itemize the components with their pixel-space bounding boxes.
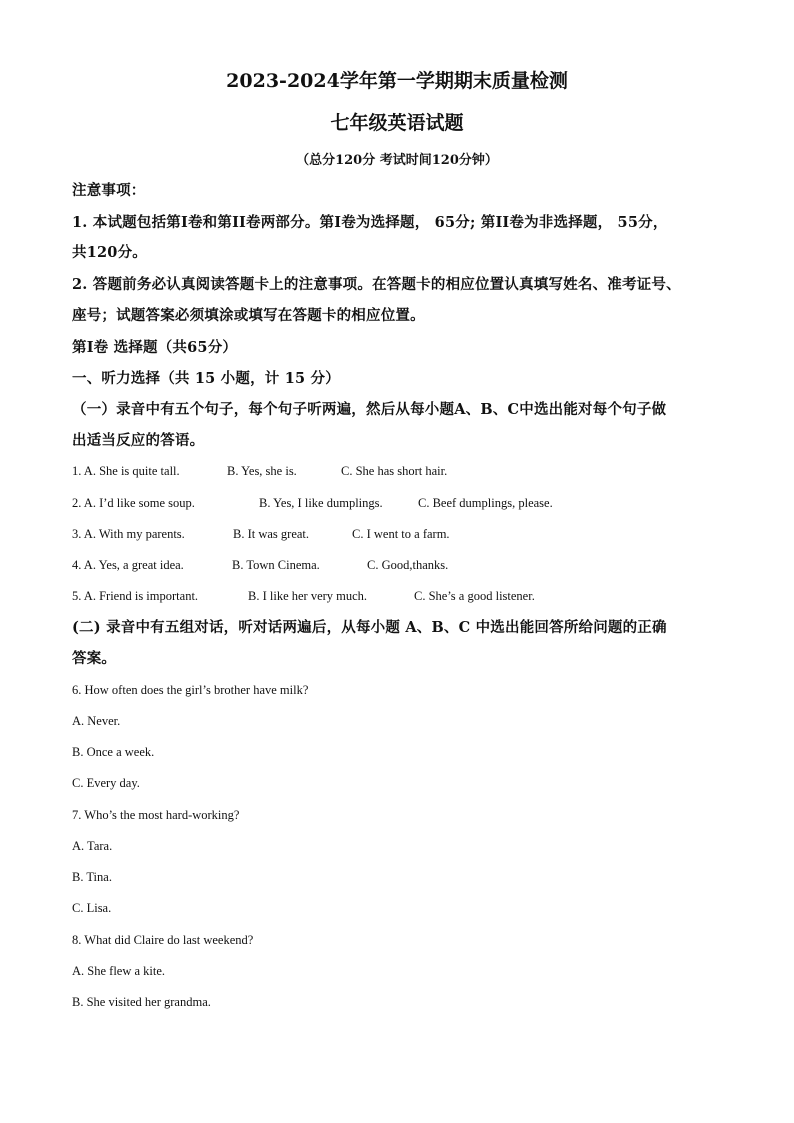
q7-option-c: C. Lisa. bbox=[72, 901, 112, 915]
notice-item1-line2: 共120分。 bbox=[72, 244, 147, 261]
part1-title: 一、听力选择（共 15 小题，计 15 分） bbox=[72, 370, 340, 387]
question-5 bbox=[72, 588, 727, 604]
notice-heading: 注意事项： bbox=[72, 182, 146, 199]
question-2 bbox=[72, 495, 727, 511]
q8-option-a: A. She flew a kite. bbox=[72, 964, 166, 978]
exam-note: （总分120分 考试时间120分钟） bbox=[296, 153, 498, 168]
question-4 bbox=[72, 557, 727, 573]
exam-subtitle: 七年级英语试题 bbox=[330, 112, 464, 134]
part2-instr-line2: 答案。 bbox=[72, 650, 117, 667]
part1-instr-line2: 出适当反应的答语。 bbox=[72, 432, 205, 449]
q6-stem: 6. How often does the girl’s brother have milk? bbox=[72, 683, 309, 697]
q4-option-b: B. Town Cinema. bbox=[232, 558, 320, 572]
q6-option-b: B. Once a week. bbox=[72, 745, 155, 759]
q3-option-b: B. It was great. bbox=[233, 527, 310, 541]
q6-option-c: C. Every day. bbox=[72, 776, 140, 790]
q3-option-a: 3. A. With my parents. bbox=[72, 527, 185, 541]
exam-title: 2023-2024学年第一学期期末质量检测 bbox=[226, 70, 568, 92]
q7-stem: 7. Who’s the most hard-working? bbox=[72, 808, 240, 822]
q5-option-b: B. I like her very much. bbox=[248, 589, 368, 603]
q6-option-a: A. Never. bbox=[72, 714, 121, 728]
q2-option-b: B. Yes, I like dumplings. bbox=[259, 496, 383, 510]
q1-option-c: C. She has short hair. bbox=[341, 464, 448, 478]
q4-option-a: 4. A. Yes, a great idea. bbox=[72, 558, 184, 572]
q1-option-b: B. Yes, she is. bbox=[227, 464, 297, 478]
section1-title: 第I卷 选择题（共65分） bbox=[72, 339, 238, 356]
part2-instr-line1: (二) 录音中有五组对话，听对话两遍后，从每小题 A、B、C 中选出能回答所给问题的正确 bbox=[72, 619, 667, 636]
q7-option-b: B. Tina. bbox=[72, 870, 112, 884]
q2-option-a: 2. A. I’d like some soup. bbox=[72, 496, 195, 510]
q1-option-a: 1. A. She is quite tall. bbox=[72, 464, 180, 478]
q5-option-c: C. She’s a good listener. bbox=[414, 589, 535, 603]
notice-item1-line1: 1. 本试题包括第I卷和第II卷两部分。第I卷为选择题， 65分; 第II卷为非选择题， 55分， bbox=[72, 214, 668, 231]
notice-item2-line1: 2. 答题前务必认真阅读答题卡上的注意事项。在答题卡的相应位置认真填写姓名、准考证号、 bbox=[72, 276, 681, 293]
q8-stem: 8. What did Claire do last weekend? bbox=[72, 933, 254, 947]
q7-option-a: A. Tara. bbox=[72, 839, 113, 853]
notice-item2-line2: 座号；试题答案必须填涂或填写在答题卡的相应位置。 bbox=[72, 307, 425, 324]
q2-option-c: C. Beef dumplings, please. bbox=[418, 496, 553, 510]
part1-instr-line1: （一）录音中有五个句子，每个句子听两遍，然后从每小题A、B、C中选出能对每个句子做 bbox=[72, 401, 667, 418]
q8-option-b: B. She visited her grandma. bbox=[72, 995, 211, 1009]
q5-option-a: 5. A. Friend is important. bbox=[72, 589, 199, 603]
q4-option-c: C. Good,thanks. bbox=[367, 558, 449, 572]
q3-option-c: C. I went to a farm. bbox=[352, 527, 450, 541]
question-1 bbox=[72, 463, 727, 479]
question-3 bbox=[72, 526, 727, 542]
